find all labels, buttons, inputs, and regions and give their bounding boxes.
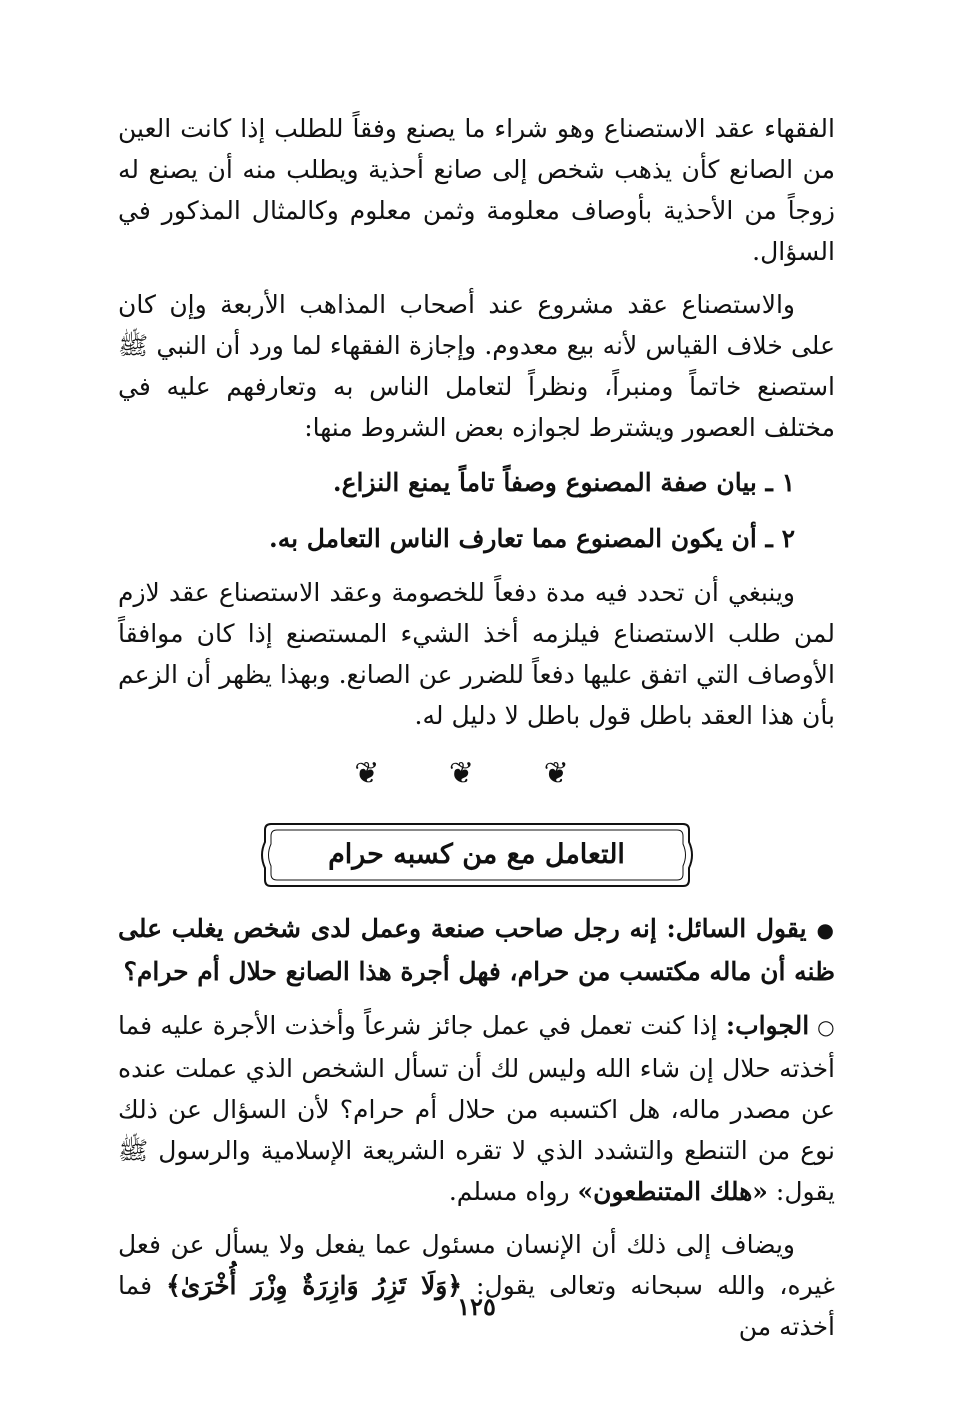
section-title-box — [257, 820, 697, 890]
floral-ornament-icon: ❦ ❦ ❦ — [354, 756, 599, 791]
last-paragraph — [118, 1224, 835, 1347]
hadith-source: رواه مسلم. — [448, 1177, 570, 1206]
condition-item-1: ١ ـ بيان صفة المصنوع وصفاً تاماً يمنع النزاع. — [332, 468, 795, 497]
section-title: التعامل مع من كسبه حرام — [328, 839, 625, 870]
question-paragraph — [118, 908, 835, 993]
book-page — [118, 108, 835, 1406]
last-paragraph-text: ويضاف إلى ذلك أن الإنسان مسئول عما يفعل ولا يسأل عن فعل غيره، والله سبحانه وتعالى يقول: — [118, 1230, 835, 1300]
question-text: إنه رجل صاحب صنعة وعمل لدى شخص يغلب على ظنه أن ماله مكتسب من حرام، فهل أجرة هذا الصانع حلال أم حرام؟ — [118, 914, 835, 986]
page-number: ١٢٥ — [457, 1292, 496, 1321]
condition-item-2: ٢ ـ أن يكون المصنوع مما تعارف الناس التعامل به. — [268, 524, 795, 553]
answer-text: إذا كنت تعمل في عمل جائز شرعاً وأخذت الأجرة عليه فما أخذته حلال إن شاء الله وليس لك أن تسأل الشخص الذي عملت عنده عن مصدر ماله، هل اكتسبه من حلال أم حرام؟ لأن السؤال عن ذلك نوع من التنطع والتشدد الذي لا تقره الشريعة الإسلامية والرسول ﷺ يقول: — [118, 1011, 835, 1206]
paragraph-contract-binding: وينبغي أن تحدد فيه مدة دفعاً للخصومة وعقد الاستصناع عقد لازم لمن طلب الاستصناع فيلزمه أخذ الشيء المستصنع إذا كان موافقاً الأوصاف التي اتفق عليها دفعاً للضرر عن الصانع. وبهذا يظهر أن الزعم بأن هذا العقد باطل قول باطل لا دليل له. — [118, 578, 835, 730]
answer-label: الجواب: — [725, 1011, 810, 1040]
hadith-quote: «هلك المتنطعون» — [577, 1177, 768, 1206]
circle-icon: ○ — [817, 1015, 835, 1039]
answer-paragraph — [118, 1005, 835, 1212]
section-divider-ornament — [118, 754, 835, 794]
question-label: يقول السائل: — [666, 914, 807, 943]
paragraph-istisna-definition: الفقهاء عقد الاستصناع وهو شراء ما يصنع وفقاً للطلب إذا كانت العين من الصانع كأن يذهب شخص إلى صانع أحذية ويطلب منه أن يصنع له زوجاً من الأحذية بأوصاف معلومة وثمن معلوم وكالمثال المذكور في السؤال. — [118, 114, 835, 266]
quran-verse: ﴿وَلَا تَزِرُ وَازِرَةٌ وِزْرَ أُخْرَىٰ﴾ — [166, 1271, 462, 1300]
paragraph-istisna-legitimacy: والاستصناع عقد مشروع عند أصحاب المذاهب الأربعة وإن كان على خلاف القياس لأنه بيع معدوم. وإجازة الفقهاء لما ورد أن النبي ﷺ استصنع خاتماً ومنبراً، ونظراً لتعامل الناس به وتعارفهم عليه في مختلف العصور ويشترط لجوازه بعض الشروط منها: — [118, 290, 835, 442]
last-paragraph-continuation: فما أخذته من — [118, 1271, 835, 1341]
bullet-icon: ● — [816, 918, 835, 942]
